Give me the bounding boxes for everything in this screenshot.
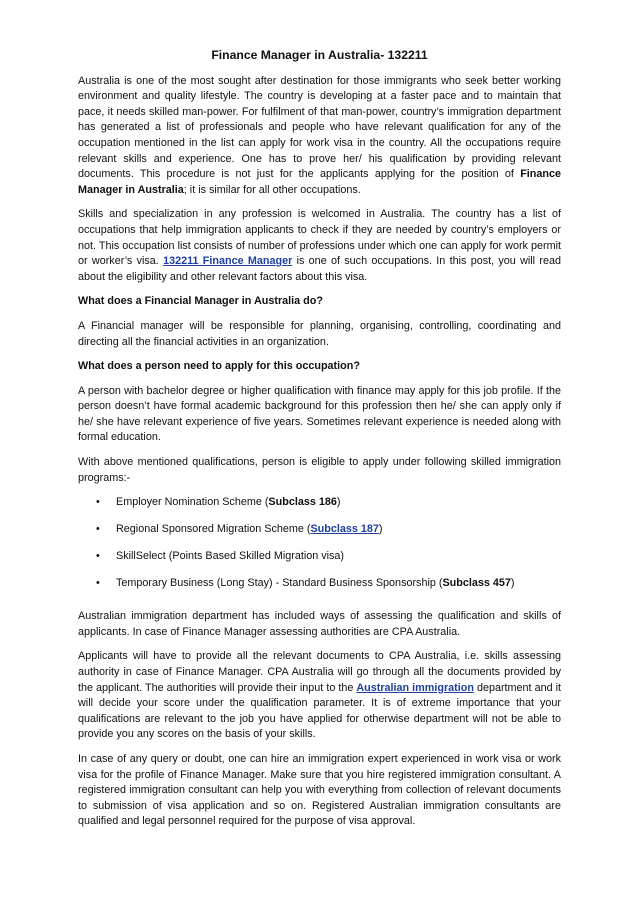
finance-manager-bold: Finance Manager in Australia [78,168,561,196]
bullet-icon: • [96,496,100,509]
subclass-187-link[interactable]: Subclass 187 [310,523,379,536]
heading-requirements: What does a person need to apply for this occupation? [78,360,360,373]
programs-list [78,495,561,591]
bullet-icon: • [96,576,100,589]
role-paragraph: A Financial manager will be responsible for planning, organising, controlling, coordinating and directing all the financial activities in an organization. [78,319,561,348]
finance-manager-link[interactable]: 132211 Finance Manager [163,255,293,268]
list-item: • Temporary Business (Long Stay) - Standard Business Sponsorship (Subclass 457) [78,576,561,592]
heading-role: What does a Financial Manager in Australia do? [78,295,323,308]
intro-paragraph: Australia is one of the most sought after destination for those immigrants who seek better working environment and quality lifestyle. The country is developing at a faster pace and to maintain that pace, it needs skilled man-power. For fulfilment of that man-power, country’s immigration department has generated a list of professionals and people who have relevant qualification for any of the occupation mentioned in the list can apply for work visa in the country. All the occupations require relevant skills and experience. One has to prove her/ his qualification by providing relevant documents. This procedure is not just for the applicants applying for the position of Finance Manager in Australia; it is similar for all other occupations. [78,74,561,196]
list-item: • Employer Nomination Scheme (Subclass 186) [78,495,561,511]
bullet-icon: • [96,549,100,562]
document-page [78,48,561,839]
assessment-paragraph: Australian immigration department has included ways of assessing the qualification and skills of applicants. In case of Finance Manager assessing authorities are CPA Australia. [78,610,561,638]
skills-paragraph: Skills and specialization in any profession is welcomed in Australia. The country has a list of occupations that help immigration applicants to check if they are needed by country’s employers or not. This occupation list consists of number of professions under which one can apply for work permit or worker’s visa. 132211 Finance Manager is one of such occupations. In this post, you will read about the eligibility and other relevant factors about this visa. [78,208,561,283]
list-item: • Regional Sponsored Migration Scheme (Subclass 187) [78,522,561,538]
requirements-paragraph: A person with bachelor degree or higher qualification with finance may apply for this job profile. If the person doesn’t have formal academic background for this profession then he/ she can apply only if he/ she have relevant experience of five years. Sometimes relevant experience is needed along with formal education. [78,384,561,444]
list-item: • SkillSelect (Points Based Skilled Migration visa) [78,549,561,565]
page-title: Finance Manager in Australia- 132211 [211,48,428,62]
australian-immigration-link[interactable]: Australian immigration [356,681,474,694]
programs-intro: With above mentioned qualifications, person is eligible to apply under following skilled immigration programs:- [78,456,561,484]
consultant-paragraph: In case of any query or doubt, one can hire an immigration expert experienced in work visa or work visa for the profile of Finance Manager. Make sure that you hire registered immigration consultant. A registered immigration consultant can help you with everything from collection of relevant documents to submission of visa application and so on. Registered Australian immigration consultants are qualified and legal personnel required for the purpose of visa approval. [78,752,561,828]
bullet-icon: • [96,523,100,536]
documents-paragraph: Applicants will have to provide all the relevant documents to CPA Australia, i.e. skills assessing authority in case of Finance Manager. CPA Australia will go through all the documents provided by the applicant. The authorities will provide their input to the Australian immigration department and it will decide your score under the qualification parameter. It is of extreme importance that your qualifications are relevant to the job you have applied for otherwise department will not be able to provide you any scores on the basis of your skills. [78,650,561,741]
